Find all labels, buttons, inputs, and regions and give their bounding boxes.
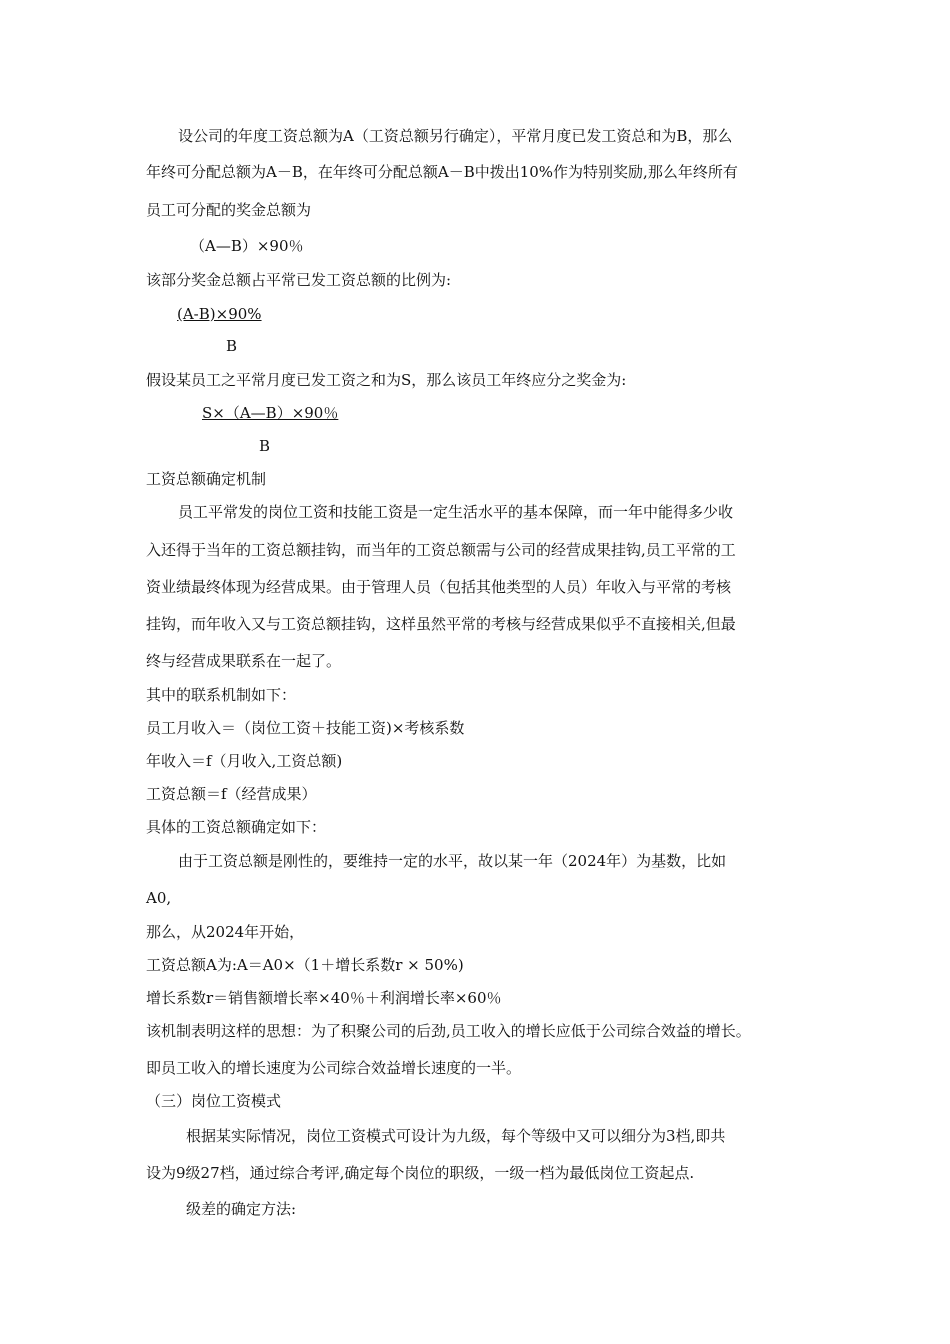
- paragraph-line: 终与经营成果联系在一起了。: [146, 652, 342, 670]
- paragraph-line: 级差的确定方法:: [186, 1200, 297, 1218]
- paragraph-line: 设为9级27档，通过综合考评,确定每个岗位的职级，一级一档为最低岗位工资起点.: [146, 1164, 695, 1182]
- fraction-denominator: B: [226, 337, 238, 355]
- paragraph-line: 该机制表明这样的思想：为了积聚公司的后劲,员工收入的增长应低于公司综合效益的增长。: [146, 1022, 751, 1040]
- paragraph-line: 其中的联系机制如下：: [146, 686, 297, 704]
- paragraph-line: 假设某员工之平常月度已发工资之和为S，那么该员工年终应分之奖金为:: [146, 371, 627, 389]
- fraction-numerator: (A-B)×90%: [177, 305, 262, 323]
- section-heading: 工资总额确定机制: [146, 470, 267, 488]
- section-heading: （三）岗位工资模式: [146, 1092, 282, 1110]
- paragraph-line: 年终可分配总额为A－B，在年终可分配总额A－B中拨出10%作为特别奖励,那么年终所有: [146, 163, 738, 181]
- formula-line: 员工月收入＝（岗位工资＋技能工资)×考核系数: [146, 719, 465, 737]
- formula-line: 工资总额A为:A＝A0×（1＋增长系数r × 50%): [146, 956, 464, 974]
- paragraph-line: 员工平常发的岗位工资和技能工资是一定生活水平的基本保障，而一年中能得多少收: [178, 503, 734, 521]
- paragraph-line: 即员工收入的增长速度为公司综合效益增长速度的一半。: [146, 1059, 522, 1077]
- paragraph-line: 设公司的年度工资总额为A（工资总额另行确定），平常月度已发工资总和为B，那么: [178, 127, 733, 145]
- paragraph-line: 资业绩最终体现为经营成果。由于管理人员（包括其他类型的人员）年收入与平常的考核: [146, 578, 732, 596]
- formula-line: 年收入＝f（月收入,工资总额): [146, 752, 343, 770]
- paragraph-line: 根据某实际情况，岗位工资模式可设计为九级，每个等级中又可以细分为3档,即共: [186, 1127, 726, 1145]
- fraction-numerator: S×（A—B）×90％: [202, 404, 339, 422]
- paragraph-line: 那么，从2024年开始，: [146, 923, 305, 941]
- paragraph-line: A0,: [146, 889, 172, 907]
- formula-line: 增长系数r＝销售额增长率×40％＋利润增长率×60％: [146, 989, 502, 1007]
- formula-line: 工资总额＝f（经营成果）: [146, 785, 317, 803]
- paragraph-line: 由于工资总额是刚性的，要维持一定的水平，故以某一年（2024年）为基数，比如: [178, 852, 727, 870]
- paragraph-line: 入还得于当年的工资总额挂钩，而当年的工资总额需与公司的经营成果挂钩,员工平常的工: [146, 541, 736, 559]
- paragraph-line: 具体的工资总额确定如下：: [146, 818, 327, 836]
- paragraph-line: 挂钩，而年收入又与工资总额挂钩，这样虽然平常的考核与经营成果似乎不直接相关,但最: [146, 615, 736, 633]
- paragraph-line: 员工可分配的奖金总额为: [146, 201, 312, 219]
- paragraph-line: 该部分奖金总额占平常已发工资总额的比例为:: [146, 271, 452, 289]
- formula-line: （A—B）×90％: [190, 237, 304, 255]
- fraction-denominator: B: [259, 437, 271, 455]
